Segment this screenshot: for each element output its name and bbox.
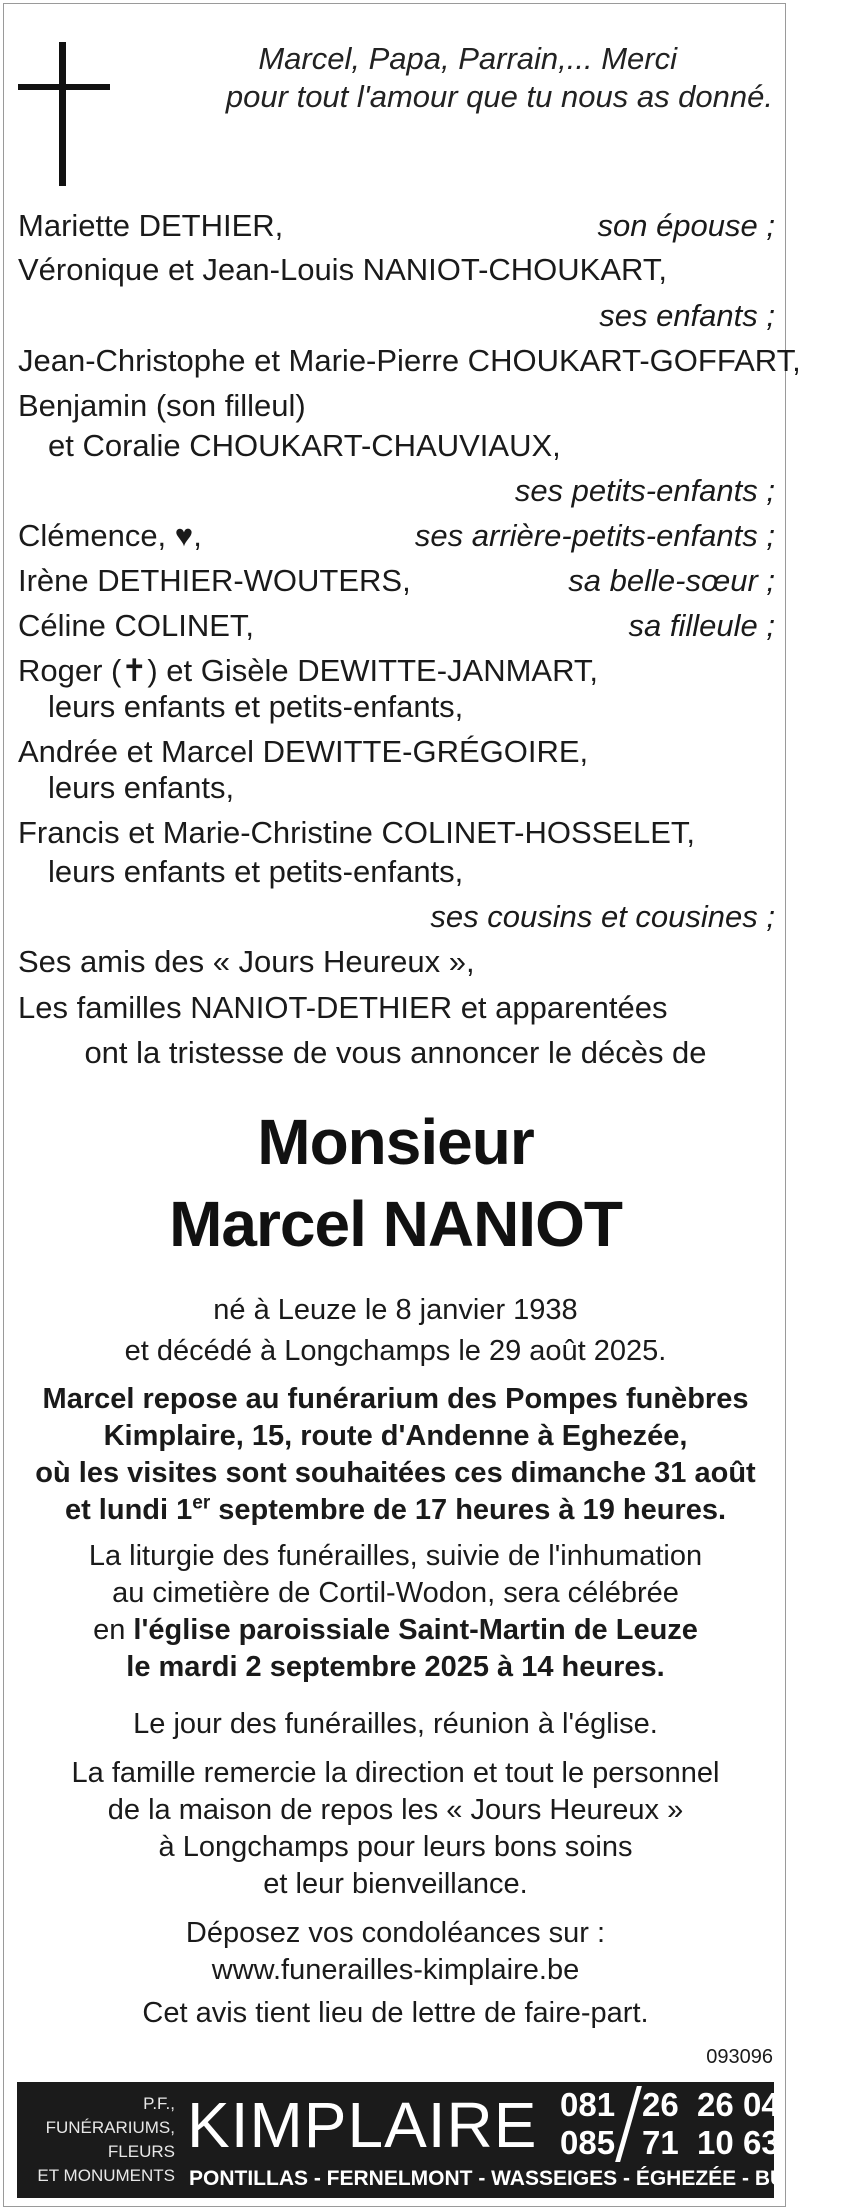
quote-line-2: pour tout l'amour que tu nous as donné. — [225, 79, 773, 114]
thanks-line: et leur bienveillance. — [263, 1868, 528, 1900]
thanks-line: à Longchamps pour leurs bons soins — [158, 1831, 633, 1863]
liturgy-line: La liturgie des funérailles, suivie de l'inhumation — [88, 1540, 703, 1572]
phone-1-part: 04 — [743, 2086, 780, 2123]
phone-2-part: 63 — [743, 2124, 780, 2161]
phone-2-part: 10 — [697, 2124, 734, 2161]
liturgy-line: en l'église paroissiale Saint-Martin de Leuze — [93, 1614, 698, 1646]
funeral-home-banner — [17, 2082, 866, 2198]
liturgy-line: au cimetière de Cortil-Wodon, sera célébrée — [112, 1577, 679, 1609]
viewing-line: où les visites sont souhaitées ces dimanche 31 août — [35, 1457, 756, 1489]
phone-divider — [615, 2086, 642, 2162]
deceased-name: Marcel NANIOT — [169, 1188, 622, 1260]
opening-quote — [133, 40, 773, 116]
condolences-url[interactable]: www.funerailles-kimplaire.be — [211, 1954, 580, 1986]
reference-number: 093096 — [706, 2046, 773, 2068]
quote-line-1: Marcel, Papa, Parrain,... Merci — [258, 41, 677, 76]
towns-list: PONTILLAS - FERNELMONT - WASSEIGES - ÉGHEZÉE - BURDINNE — [189, 2167, 866, 2190]
gathering-line: Le jour des funérailles, réunion à l'église. — [133, 1708, 658, 1740]
brand-name: KIMPLAIRE — [187, 2089, 538, 2161]
phone-1-part: 26 — [697, 2086, 734, 2123]
services-list: P.F., FUNÉRARIUMS, FLEURS ET MONUMENTS — [37, 2094, 175, 2185]
condolences-line: Déposez vos condoléances sur : — [185, 1917, 606, 1949]
viewing-line: Marcel repose au funérarium des Pompes funèbres — [42, 1383, 749, 1415]
birth-line: né à Leuze le 8 janvier 1938 — [213, 1294, 578, 1326]
announcement: ont la tristesse de vous annoncer le décès de — [84, 1035, 707, 1070]
cross-icon — [18, 42, 110, 186]
phone-1-part: 081 — [560, 2086, 616, 2123]
viewing-line: et lundi 1er septembre de 17 heures à 19 heures. — [64, 1492, 727, 1526]
phone-2-part: 085 — [560, 2124, 616, 2161]
death-line: et décédé à Longchamps le 29 août 2025. — [124, 1335, 667, 1367]
phone-1-part: 26 — [642, 2086, 679, 2123]
thanks-line: La famille remercie la direction et tout le personnel — [71, 1757, 720, 1789]
notice-line: Cet avis tient lieu de lettre de faire-part. — [142, 1997, 649, 2029]
liturgy-line: le mardi 2 septembre 2025 à 14 heures. — [126, 1651, 665, 1683]
phone-numbers — [560, 2084, 780, 2164]
deceased-title: Monsieur — [257, 1106, 534, 1178]
phone-2-part: 71 — [642, 2124, 679, 2161]
viewing-line: Kimplaire, 15, route d'Andenne à Eghezée, — [103, 1420, 688, 1452]
thanks-line: de la maison de repos les « Jours Heureux » — [107, 1794, 684, 1826]
